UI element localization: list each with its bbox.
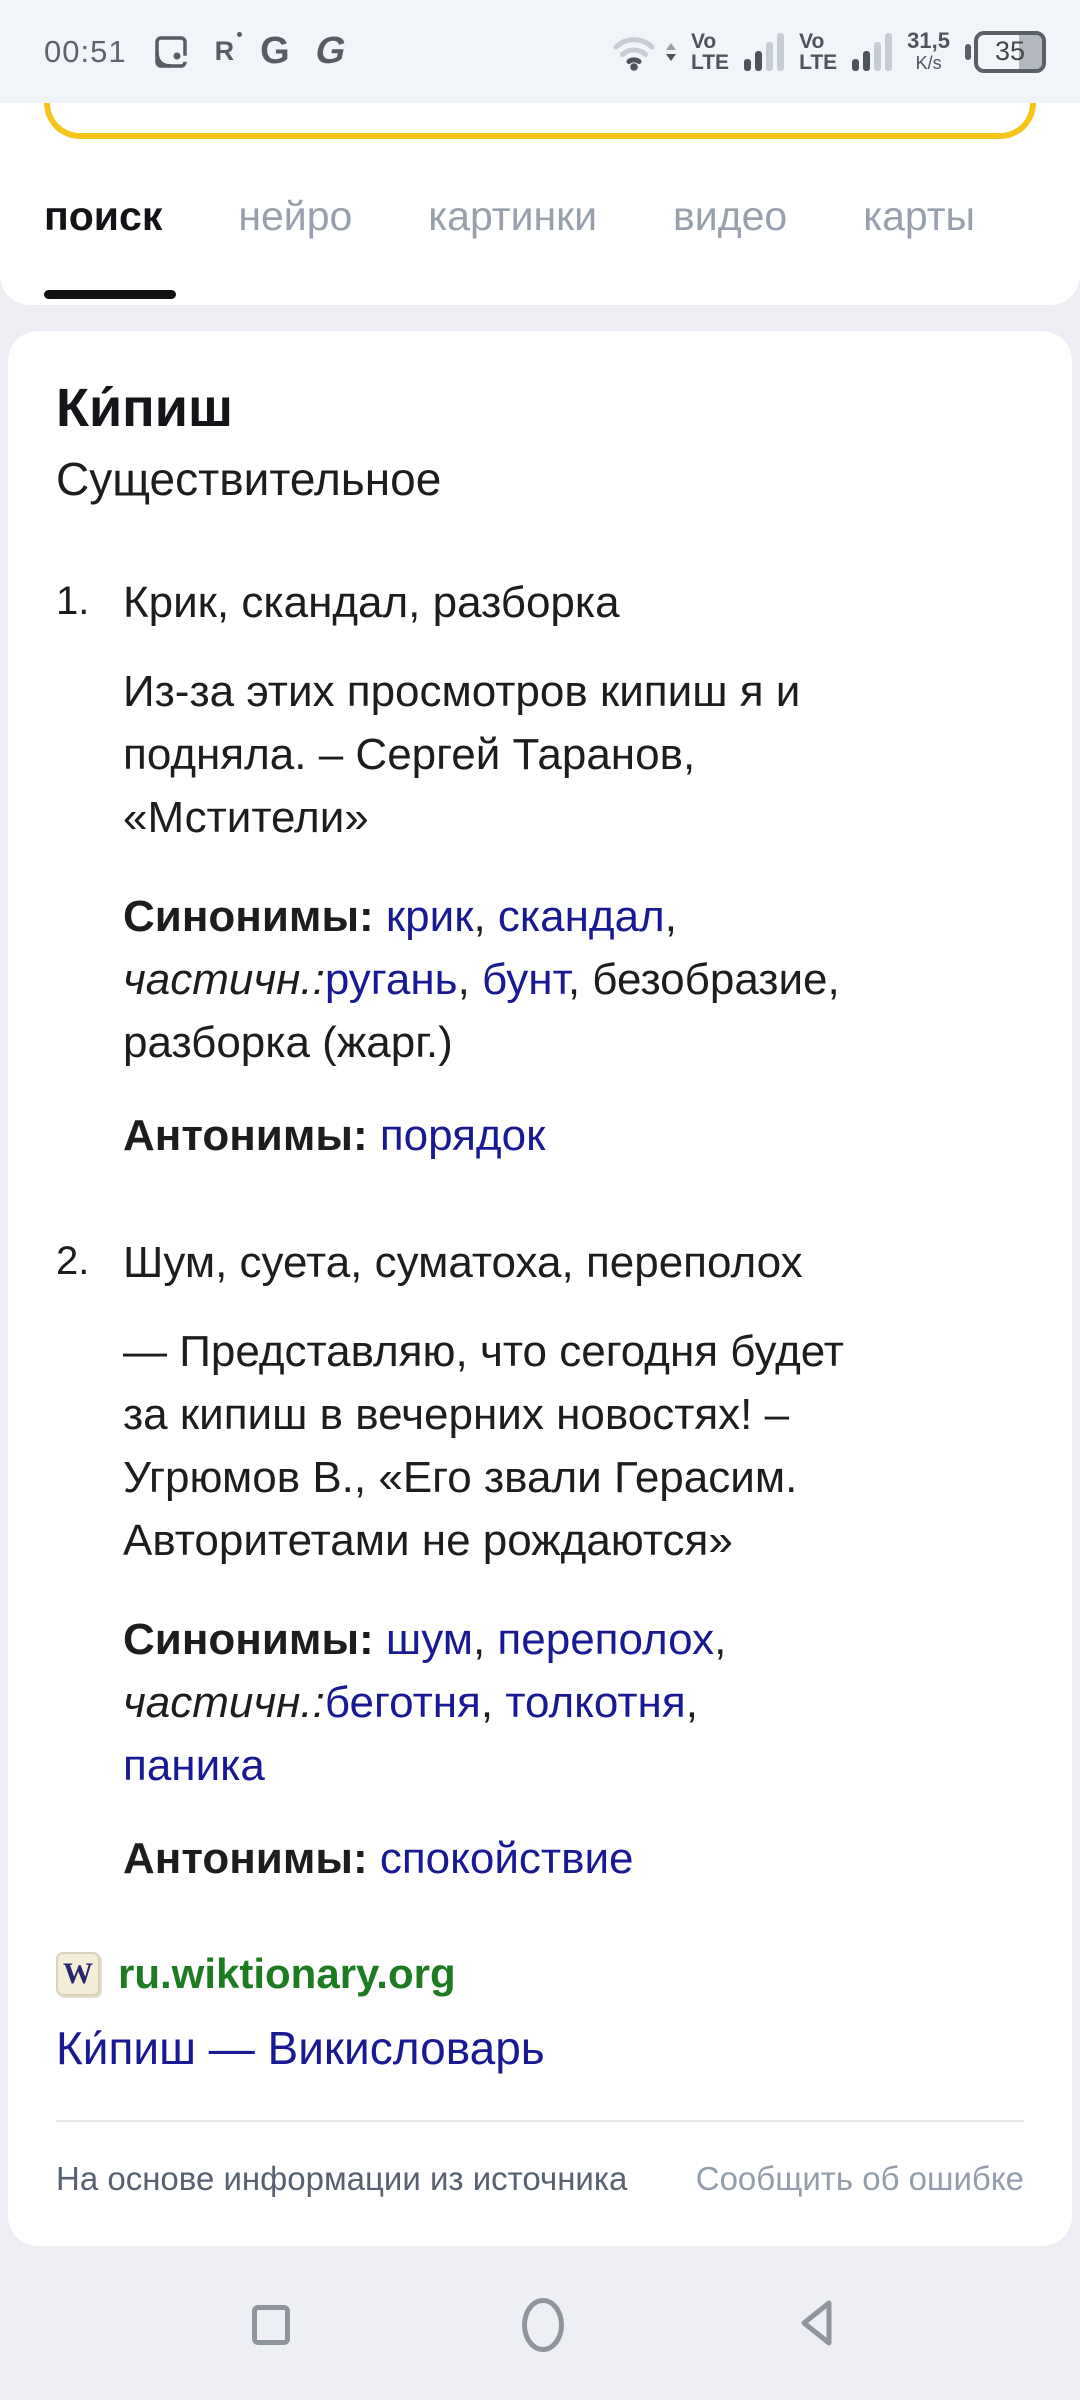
text-segment: Антонимы: — [123, 1111, 380, 1160]
google-g-icon: G — [260, 30, 290, 72]
text-segment: , — [480, 1678, 506, 1727]
word-link[interactable]: крик — [385, 892, 474, 941]
source-row[interactable] — [56, 1950, 1024, 1998]
word-link[interactable]: скандал — [497, 892, 665, 941]
tab-neuro[interactable]: нейро — [238, 193, 353, 239]
recents-button[interactable] — [252, 2305, 290, 2345]
dictionary-card — [8, 331, 1072, 2246]
tab-images[interactable]: картинки — [428, 193, 598, 239]
text-segment: , — [714, 1615, 727, 1664]
traffic-arrows-icon — [666, 43, 676, 61]
word-link[interactable]: спокойствие — [379, 1834, 634, 1883]
battery-percent: 35 — [994, 36, 1026, 66]
definition-number: 1. — [56, 579, 90, 623]
home-button[interactable] — [522, 2298, 564, 2352]
r-notification-icon: R — [214, 36, 235, 66]
text-segment: частичн.: — [123, 955, 325, 1004]
part-of-speech: Существительное — [56, 453, 442, 505]
volte-badge-sim2: Vo LTE — [799, 29, 838, 74]
status-bar — [0, 0, 1080, 103]
network-speed: 31,5 K/s — [907, 27, 950, 73]
text-segment: Синонимы: — [123, 1615, 386, 1664]
card-footer — [56, 2160, 1024, 2198]
source-domain: ru.wiktionary.org — [118, 1950, 456, 1997]
footer-divider — [56, 2120, 1024, 2122]
volte-badge-sim1: Vo LTE — [690, 29, 730, 74]
antonyms-line — [123, 1104, 1024, 1167]
battery-icon — [965, 31, 1046, 73]
definition-meaning: Шум, суета, суматоха, переполох — [123, 1238, 803, 1287]
synonyms-line — [123, 885, 1024, 1074]
clock: 00:51 — [44, 33, 127, 69]
text-segment: подняла. – Сергей Таранов, — [123, 730, 696, 779]
synonyms-line — [123, 1608, 1024, 1797]
text-segment: частичн.: — [123, 1678, 325, 1727]
definition-quote — [123, 1320, 1024, 1572]
text-segment: — Представляю, что сегодня будет — [123, 1327, 844, 1376]
text-segment: , — [457, 955, 483, 1004]
g-app-icon: G — [311, 30, 350, 72]
text-segment: , безобразие, — [567, 955, 840, 1004]
text-segment: разборка (жарг.) — [123, 1018, 453, 1067]
wifi-icon — [611, 33, 657, 71]
signal-bars-sim1 — [744, 33, 784, 71]
search-tabs — [44, 193, 1080, 240]
screenshot-icon — [153, 34, 189, 70]
source-link[interactable]: Ки́пиш — Викисловарь — [56, 2022, 545, 2074]
definition-2 — [56, 1231, 1024, 1890]
tab-search[interactable]: поиск — [44, 193, 163, 239]
back-button[interactable] — [796, 2297, 836, 2354]
text-segment: Авторитетами не рождаются» — [123, 1516, 733, 1565]
word-link[interactable]: бунт — [482, 955, 568, 1004]
search-header — [0, 103, 1080, 305]
tab-maps[interactable]: карты — [863, 193, 976, 239]
definition-number: 2. — [56, 1239, 90, 1283]
antonyms-line — [123, 1827, 1024, 1890]
word-title: Ки́пиш — [56, 378, 233, 438]
word-link[interactable]: паника — [123, 1741, 265, 1790]
word-link[interactable]: переполох — [497, 1615, 715, 1664]
text-segment: Синонимы: — [123, 892, 386, 941]
word-link[interactable]: беготня — [324, 1678, 481, 1727]
text-segment: , — [473, 892, 498, 941]
source-note: На основе информации из источника — [56, 2160, 628, 2197]
definition-1 — [56, 571, 1024, 1167]
word-link[interactable]: шум — [385, 1615, 473, 1664]
android-nav-bar — [0, 2250, 1080, 2400]
text-segment: , — [685, 1678, 698, 1727]
active-tab-underline — [44, 290, 176, 299]
word-link[interactable]: ругань — [324, 955, 458, 1004]
wiktionary-favicon-icon: W — [56, 1952, 100, 1996]
text-segment: Угрюмов В., «Его звали Герасим. — [123, 1453, 798, 1502]
word-link[interactable]: толкотня — [505, 1678, 686, 1727]
definition-meaning: Крик, скандал, разборка — [123, 578, 620, 627]
text-segment: «Мстители» — [123, 793, 369, 842]
text-segment: , — [472, 1615, 498, 1664]
definition-quote — [123, 660, 1024, 849]
word-link[interactable]: порядок — [379, 1111, 546, 1160]
search-input[interactable] — [44, 103, 1036, 139]
tab-video[interactable]: видео — [673, 193, 788, 239]
text-segment: Из-за этих просмотров кипиш я и — [123, 667, 801, 716]
report-error-button[interactable]: Сообщить об ошибке — [695, 2160, 1024, 2197]
text-segment: , — [664, 892, 677, 941]
text-segment: Антонимы: — [123, 1834, 380, 1883]
text-segment: за кипиш в вечерних новостях! – — [123, 1390, 790, 1439]
signal-bars-sim2 — [852, 33, 892, 71]
